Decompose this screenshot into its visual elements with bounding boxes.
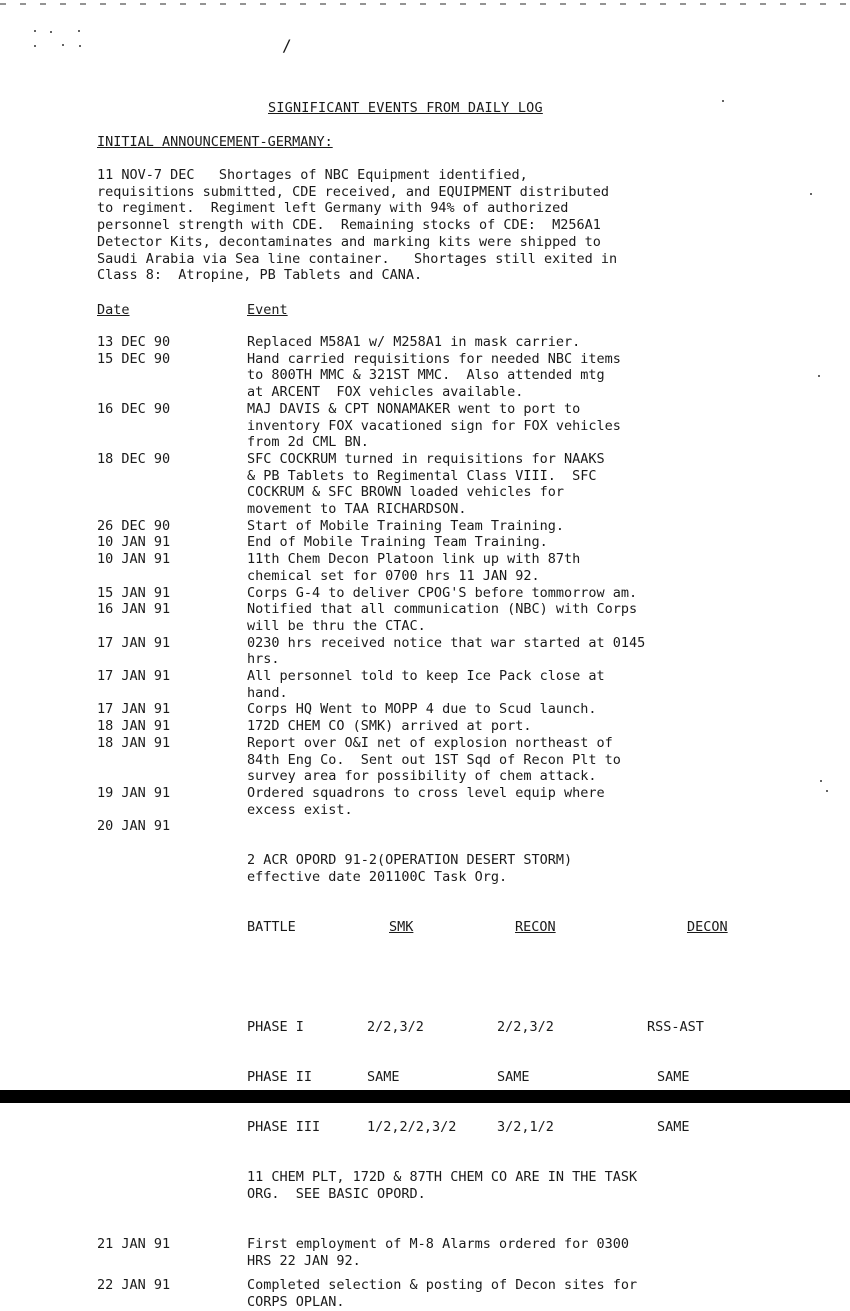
task-cell: 3/2,1/2 [497, 1119, 554, 1136]
task-header-decon: DECON [687, 918, 728, 935]
task-cell: SAME [497, 1068, 530, 1085]
entry-event: First employment of M-8 Alarms ordered for 0300 HRS 22 JAN 92. [247, 1235, 630, 1269]
opord-description: 2 ACR OPORD 91-2(OPERATION DESERT STORM) effective date 201100C Task Org. [247, 851, 573, 885]
scan-speck [820, 780, 822, 782]
opord-note: 11 CHEM PLT, 172D & 87TH CHEM CO ARE IN THE TASK ORG. SEE BASIC OPORD. [247, 1169, 638, 1202]
log-entry [97, 1236, 797, 1269]
entry-date: 22 JAN 91 [97, 1277, 171, 1294]
entry-date: 17 JAN 91 [97, 634, 171, 651]
scan-speck [62, 44, 64, 46]
log-entry [97, 451, 797, 518]
scan-edge-top [0, 2, 850, 8]
scan-speck [50, 31, 52, 33]
scan-speck [34, 30, 36, 32]
task-cell: PHASE III [247, 1119, 321, 1136]
entry-event: 0230 hrs received notice that war started at 0145 hrs. [247, 634, 646, 668]
entry-date: 18 JAN 91 [97, 734, 171, 751]
entry-event [247, 818, 797, 1236]
event-log [97, 334, 797, 1311]
entry-event: Start of Mobile Training Team Training. [247, 517, 564, 534]
pen-mark: / [282, 36, 292, 55]
entry-event: All personnel told to keep Ice Pack close at hand. [247, 668, 605, 701]
entry-event: End of Mobile Training Team Training. [247, 534, 548, 551]
log-entry [97, 735, 797, 785]
task-cell: 1/2,2/2,3/2 [367, 1119, 457, 1136]
entry-event: Corps G-4 to deliver CPOG'S before tommorrow am. [247, 584, 638, 601]
scan-speck [810, 193, 812, 195]
log-entry [97, 401, 797, 451]
log-entry [97, 518, 797, 535]
entry-date: 19 JAN 91 [97, 784, 171, 801]
task-org-spacer [247, 969, 797, 986]
log-entry [97, 534, 797, 551]
entry-event: SFC COCKRUM turned in requisitions for NAAKS & PB Tablets to Regimental Class VIII. SFC COCKRUM & SFC BROWN loaded vehicles for movement to TAA RICHARDSON. [247, 450, 605, 518]
log-entry [97, 701, 797, 718]
entry-date: 16 DEC 90 [97, 400, 171, 417]
intro-paragraph: 11 NOV-7 DEC Shortages of NBC Equipment identified, requisitions submitted, CDE received, and EQUIPMENT distributed to regiment. Regiment left Germany with 94% of authorized personnel strength with CDE. Remaining stocks of CDE: M256A1 Detector Kits, decontaminates and marking kits were shipped to Saudi Arabia via Sea line container. Shortages still exited in Class 8: Atropine, PB Tablets and CANA. [97, 167, 618, 284]
task-org-row [247, 1119, 797, 1136]
entry-event: 11th Chem Decon Platoon link up with 87th chemical set for 0700 hrs 11 JAN 92. [247, 551, 581, 584]
scan-edge-bottom [0, 1090, 850, 1103]
entry-event: Replaced M58A1 w/ M258A1 in mask carrier. [247, 334, 581, 350]
entry-date: 10 JAN 91 [97, 534, 171, 551]
scan-speck [78, 30, 80, 32]
entry-date: 21 JAN 91 [97, 1235, 171, 1252]
task-cell: SAME [367, 1068, 400, 1085]
log-entry [97, 601, 797, 634]
entry-date: 17 JAN 91 [97, 701, 171, 718]
entry-date: 16 JAN 91 [97, 601, 171, 618]
entry-date: 15 JAN 91 [97, 584, 171, 601]
scan-speck [722, 100, 724, 102]
entry-event: Corps HQ Went to MOPP 4 due to Scud launch. [247, 701, 597, 718]
task-cell: PHASE I [247, 1018, 304, 1035]
entry-event: Notified that all communication (NBC) with Corps will be thru the CTAC. [247, 601, 638, 634]
log-entry [97, 585, 797, 602]
column-header-event: Event [247, 302, 288, 318]
scan-speck [79, 45, 81, 47]
entry-event: Hand carried requisitions for needed NBC items to 800TH MMC & 321ST MMC. Also attended mtg at ARCENT FOX vehicles available. [247, 350, 621, 401]
entry-date: 10 JAN 91 [97, 551, 171, 568]
log-entry [97, 635, 797, 668]
task-header-battle: BATTLE [247, 918, 296, 935]
log-entry [97, 551, 797, 584]
log-entry-opord [97, 818, 797, 1236]
log-entry [97, 668, 797, 701]
task-org-header [247, 919, 797, 936]
entry-date: 20 JAN 91 [97, 818, 171, 835]
entry-event: Report over O&I net of explosion northeast of 84th Eng Co. Sent out 1ST Sqd of Recon Plt to survey area for possibility of chem attack. [247, 734, 621, 785]
task-org-row [247, 1069, 797, 1086]
scan-speck [34, 45, 36, 47]
task-cell: PHASE II [247, 1068, 313, 1085]
entry-date: 15 DEC 90 [97, 350, 171, 367]
log-entry [97, 1277, 797, 1310]
entry-event: MAJ DAVIS & CPT NONAMAKER went to port to inventory FOX vacationed sign for FOX vehicles from 2d CML BN. [247, 400, 621, 451]
task-cell: SAME [657, 1119, 690, 1136]
entry-event: Completed selection & posting of Decon sites for CORPS OPLAN. [247, 1277, 638, 1311]
log-entry [97, 785, 797, 818]
entry-event: Ordered squadrons to cross level equip where excess exist. [247, 784, 605, 818]
task-header-recon: RECON [515, 918, 556, 935]
entry-date: 13 DEC 90 [97, 334, 171, 350]
column-header-date: Date [97, 302, 130, 318]
section-heading: INITIAL ANNOUNCEMENT-GERMANY: [97, 134, 333, 150]
log-entry [97, 351, 797, 401]
entry-date: 18 JAN 91 [97, 718, 171, 735]
entry-event: 172D CHEM CO (SMK) arrived at port. [247, 718, 532, 735]
task-header-smk: SMK [389, 918, 414, 935]
scan-speck [826, 790, 828, 792]
entry-date: 17 JAN 91 [97, 668, 171, 685]
entry-date: 26 DEC 90 [97, 517, 171, 534]
scan-speck [818, 375, 820, 377]
task-cell: 2/2,3/2 [367, 1018, 424, 1035]
log-entry [97, 334, 797, 351]
log-entry [97, 718, 797, 735]
task-cell: 2/2,3/2 [497, 1018, 554, 1035]
task-cell: SAME [657, 1068, 690, 1085]
task-org-row [247, 1019, 797, 1036]
document-title: SIGNIFICANT EVENTS FROM DAILY LOG [268, 100, 543, 116]
task-cell: RSS-AST [647, 1018, 704, 1035]
entry-date: 18 DEC 90 [97, 450, 171, 467]
